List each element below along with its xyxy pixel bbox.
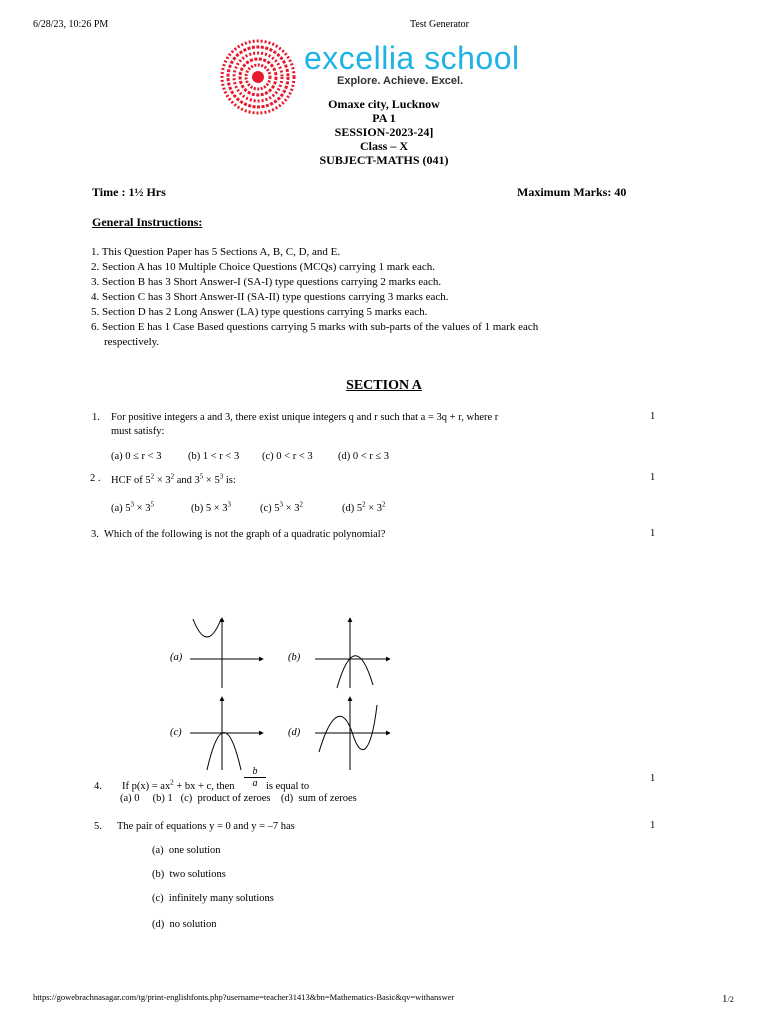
print-datetime: 6/28/23, 10:26 PM [33, 19, 109, 30]
instructions-list [91, 245, 538, 350]
page-total: /2 [727, 995, 734, 1004]
exam-class: Class – X [359, 139, 408, 153]
fraction-numerator: b [252, 766, 258, 777]
option-a: (a) 0 ≤ r < 3 [111, 451, 162, 462]
footer-page-number [722, 993, 734, 1005]
graph-label-b: (b) [288, 652, 301, 663]
exam-name: PA 1 [372, 111, 396, 125]
graph-a [190, 618, 263, 688]
graph-d [315, 697, 390, 770]
instruction-item: 1. This Question Paper has 5 Sections A, B, C, D, and E. [91, 246, 341, 258]
question-number: 2 . [90, 473, 101, 484]
option-d: (d) $5^2 \times 3^2$ [342, 500, 386, 514]
exam-time: Time : 1½ Hrs [92, 185, 166, 199]
option-c: (c) 0 < r < 3 [262, 451, 313, 462]
graph-label-a: (a) [170, 652, 183, 663]
section-title: SECTION A [346, 378, 422, 393]
option-b: (b) $5 \times 3^3$ [191, 500, 232, 514]
page-current: 1 [722, 993, 728, 1005]
instruction-item: 4. Section C has 3 Short Answer-II (SA-II) type questions carrying 3 marks each. [91, 291, 449, 303]
question-marks: 1 [650, 773, 656, 784]
question-text: If $p(x) = ax^2$ + bx + c, then [122, 778, 235, 792]
exam-subject: SUBJECT-MATHS (041) [319, 153, 449, 167]
option-a: (a) $5^3 \times 3^5$ [111, 500, 154, 514]
exam-max-marks: Maximum Marks: 40 [517, 185, 627, 199]
option-c: (c) $5^3 \times 3^2$ [260, 500, 303, 514]
question-marks: 1 [650, 411, 656, 422]
option-b: (b) 1 < r < 3 [188, 451, 240, 462]
option-d: (d) 0 < r ≤ 3 [338, 451, 390, 462]
instruction-item: respectively. [104, 336, 160, 348]
question-number: 4. [94, 781, 102, 792]
question-options: (a) 0 (b) 1 (c) product of zeroes (d) sum of zeroes [120, 793, 357, 804]
question-number: 3. [91, 529, 99, 540]
question-text [111, 411, 498, 439]
quadratic-graphs-figure [165, 615, 395, 775]
question-text-tail: is equal to [266, 781, 310, 792]
school-location: Omaxe city, Lucknow [328, 97, 440, 111]
question-text: HCF of $5^2 \times 3^2$ and $3^5 \times 5^3$ is: [111, 472, 236, 486]
graph-c [190, 697, 263, 770]
print-title: Test Generator [410, 19, 469, 30]
school-logo-tagline: Explore. Achieve. Excel. [337, 75, 464, 87]
option-d: (d) no solution [152, 919, 217, 930]
question-marks: 1 [650, 820, 656, 831]
graph-label-d: (d) [288, 727, 301, 738]
graph-label-c: (c) [170, 727, 182, 738]
school-info-block [0, 97, 768, 167]
option-b: (b) two solutions [152, 869, 226, 880]
question-line: must satisfy: [111, 426, 165, 437]
option-c: (c) infinitely many solutions [152, 893, 274, 904]
question-number: 5. [94, 821, 102, 832]
school-logo-name: excellia school [304, 40, 520, 76]
question-number: 1. [92, 412, 100, 423]
exam-session: SESSION-2023-24] [334, 125, 434, 139]
graph-b [315, 618, 390, 688]
footer-url: https://gowebrachnasagar.com/tg/print-englishfonts.php?username=teacher31413&bn=Mathematics-Basic&qv=withanswer [33, 992, 455, 1002]
option-a: (a) one solution [152, 845, 221, 856]
instruction-item: 3. Section B has 3 Short Answer-I (SA-I) type questions carrying 2 marks each. [91, 276, 442, 288]
fraction-b-over-a [244, 766, 266, 789]
instruction-item: 6. Section E has 1 Case Based questions carrying 5 marks with sub-parts of the values of 1 mark each [91, 321, 539, 333]
instruction-item: 5. Section D has 2 Long Answer (LA) type questions carrying 5 marks each. [91, 306, 428, 318]
instructions-heading: General Instructions: [92, 215, 203, 229]
question-line: For positive integers a and 3, there exist unique integers q and r such that a = 3q + r, where r [111, 412, 499, 423]
question-text: Which of the following is not the graph of a quadratic polynomial? [104, 529, 386, 540]
fraction-denominator: a [244, 777, 266, 789]
instruction-item: 2. Section A has 10 Multiple Choice Questions (MCQs) carrying 1 mark each. [91, 261, 435, 273]
question-text: The pair of equations y = 0 and y = –7 has [117, 821, 295, 832]
question-marks: 1 [650, 528, 656, 539]
question-marks: 1 [650, 472, 656, 483]
